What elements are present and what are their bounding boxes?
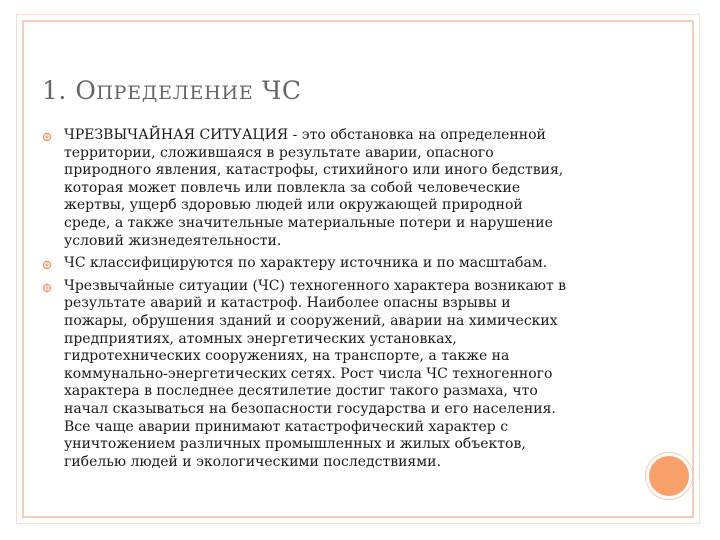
decorative-circle	[646, 453, 692, 499]
bullet-item-classification	[42, 255, 642, 273]
bullet-list	[42, 127, 642, 476]
bullet-text-definition: ЧРЕЗВЫЧАЙНАЯ СИТУАЦИЯ - это обстановка на определенной территории, сложившаяся в результате аварии, опасного природного явления, катастрофы, стихийного или иного бедствия, которая может повлечь или повлекла за собой человеческие жертвы, ущерб здоровью людей или окружающей природной среде, а также значительные материальные потери и нарушение условий жизнедеятельности.	[64, 127, 564, 249]
rose-bullet-icon	[42, 260, 52, 270]
bullet-item-definition	[42, 127, 642, 250]
title-first-letter: О	[75, 76, 97, 105]
slide-title	[42, 74, 302, 110]
bullet-text-classification: ЧС классифицируются по характеру источника и по масштабам.	[64, 255, 548, 272]
title-rest: ПРЕДЕЛЕНИЕ	[96, 82, 254, 104]
title-number: 1.	[42, 76, 76, 105]
bullet-item-technogenic	[42, 278, 642, 472]
rose-bullet-icon	[42, 283, 52, 293]
bullet-text-technogenic: Чрезвычайные ситуации (ЧС) техногенного характера возникают в результате аварий и катастроф. Наиболее опасны взрывы и пожары, обрушения зданий и сооружений, аварии на химических предприятиях, атомных энергетических установках, гидротехнических сооружениях, на транспорте, а также на коммунально-энергетических сетях. Рост числа ЧС техногенного характера в последнее десятилетие достиг такого размаха, что начал сказываться на безопасности государства и его населения. Все чаще аварии принимают катастрофический характер с уничтожением различных промышленных и жилых объектов, гибелью людей и экологическими последствиями.	[64, 277, 567, 470]
rose-bullet-icon	[42, 132, 52, 142]
title-abbreviation: ЧС	[253, 76, 302, 105]
